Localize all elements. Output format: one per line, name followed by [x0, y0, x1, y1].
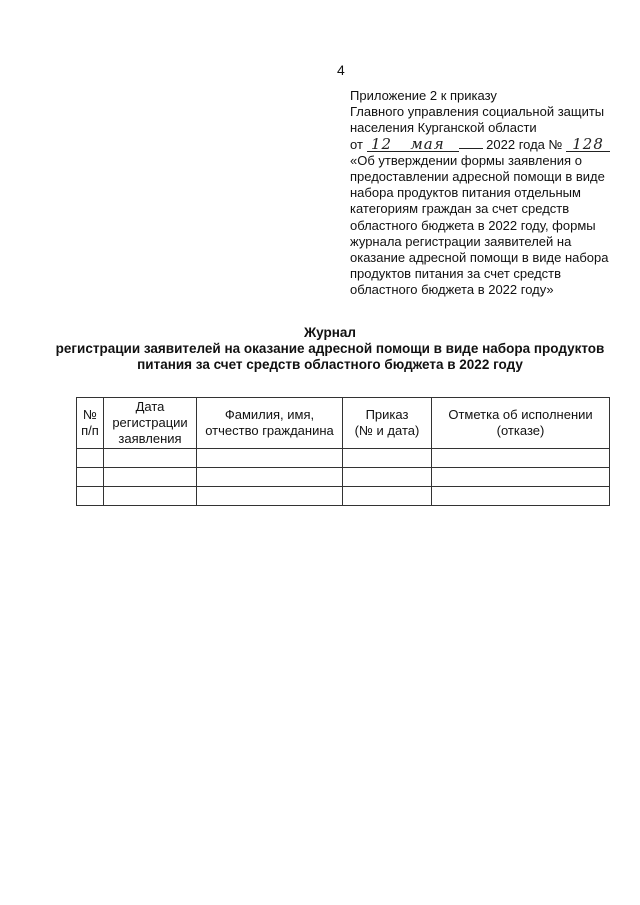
appendix-subject-line: областного бюджета в 2022 году, формы: [350, 217, 596, 233]
date-year-text: 2022 года №: [486, 136, 563, 152]
table-cell: [197, 487, 343, 506]
table-cell: [77, 449, 104, 468]
table-row: [77, 468, 610, 487]
table-cell: [343, 449, 432, 468]
table-cell: [77, 487, 104, 506]
table-cell: [104, 487, 197, 506]
appendix-subject-line: областного бюджета в 2022 году»: [350, 282, 554, 298]
date-underline: [459, 148, 483, 149]
appendix-subject-line: «Об утверждении формы заявления о: [350, 152, 582, 168]
appendix-subject-line: продуктов питания за счет средств: [350, 266, 562, 282]
table-row: [77, 449, 610, 468]
appendix-subject-line: категориям граждан за счет средств: [350, 201, 570, 217]
column-header-full-name: [197, 398, 343, 449]
table-cell: [197, 468, 343, 487]
table-cell: [432, 487, 610, 506]
appendix-subject-line: набора продуктов питания отдельным: [350, 185, 581, 201]
table-cell: [104, 468, 197, 487]
header-text: Приказ: [365, 407, 409, 422]
table-cell: [77, 468, 104, 487]
appendix-line: Приложение 2 к приказу: [350, 88, 497, 103]
table-cell: [104, 449, 197, 468]
journal-title-line: питания за счет средств областного бюджета в 2022 году: [137, 357, 523, 372]
appendix-subject-line: предоставлении адресной помощи в виде: [350, 169, 605, 185]
table-cell: [432, 468, 610, 487]
header-text: Фамилия, имя,: [224, 407, 315, 422]
date-prefix: от: [350, 136, 363, 152]
header-text: п/п: [81, 423, 99, 438]
registration-journal-table: [76, 397, 610, 506]
appendix-header: [350, 88, 620, 299]
table-row: [77, 487, 610, 506]
header-text: регистрации: [112, 415, 188, 430]
table-cell: [343, 468, 432, 487]
table-cell: [197, 449, 343, 468]
appendix-line: Главного управления социальной защиты: [350, 104, 605, 120]
table-cell: [432, 449, 610, 468]
table-header-row: [77, 398, 610, 449]
header-text: Отметка об исполнении: [448, 407, 593, 422]
appendix-subject-line: оказание адресной помощи в виде набора: [350, 250, 609, 266]
header-text: (отказе): [496, 423, 545, 438]
header-text: Дата: [135, 399, 165, 414]
handwritten-day: 12: [367, 138, 397, 152]
column-header-number: [77, 398, 104, 449]
header-text: заявления: [118, 431, 182, 446]
column-header-order: [343, 398, 432, 449]
handwritten-order-number: 128: [566, 138, 610, 152]
appendix-subject-line: журнала регистрации заявителей на: [350, 233, 572, 249]
journal-title: [30, 325, 630, 373]
column-header-registration-date: [104, 398, 197, 449]
header-text: №: [83, 407, 97, 422]
table-cell: [343, 487, 432, 506]
journal-heading: Журнал: [303, 325, 357, 340]
journal-title-line: регистрации заявителей на оказание адресной помощи в виде набора продуктов: [55, 341, 605, 356]
appendix-line: населения Курганской области: [350, 120, 537, 136]
column-header-execution-mark: [432, 398, 610, 449]
handwritten-month: мая: [397, 138, 459, 152]
order-date-line: [350, 134, 620, 153]
header-text: (№ и дата): [354, 423, 420, 438]
page-number: 4: [337, 62, 345, 78]
header-text: отчество гражданина: [205, 423, 334, 438]
